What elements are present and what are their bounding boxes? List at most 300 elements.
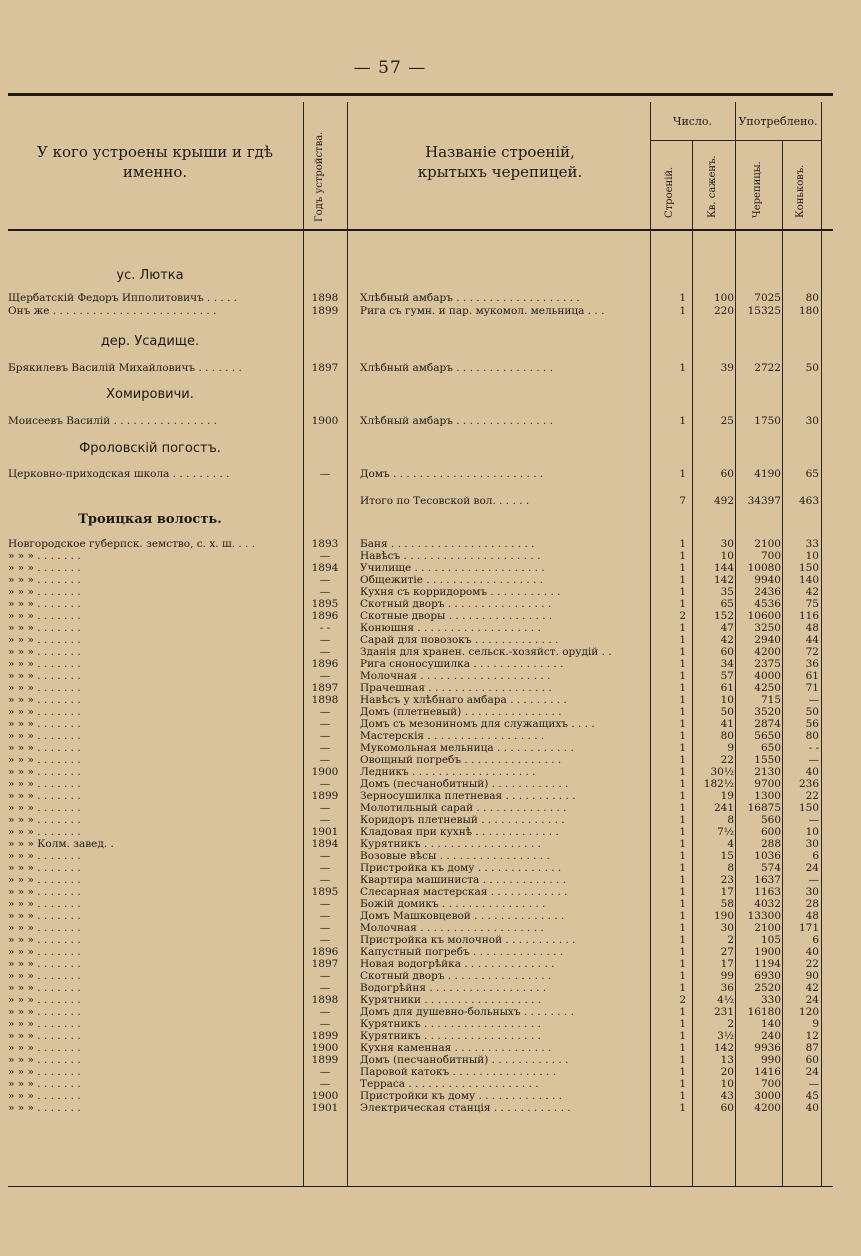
cell-c3: 1163 (754, 886, 781, 898)
cell-yr: 1897 (311, 682, 339, 694)
cell-c2: 20 (720, 1066, 734, 1078)
cell-c1: 1 (679, 874, 686, 886)
cell-yr: 1893 (311, 538, 339, 550)
cell-c3: 1550 (754, 754, 781, 766)
cell-c3: 4032 (754, 898, 781, 910)
cell-who: » » » . . . . . . . (8, 850, 81, 862)
cell-c4: — (808, 694, 819, 706)
cell-yr: — (319, 754, 331, 766)
cell-c2: 10 (720, 1078, 734, 1090)
cell-c2: 142 (713, 574, 734, 586)
cell-nm: Капустный погребъ . . . . . . . . . . . . . . (360, 946, 564, 958)
cell-c4: 45 (805, 1090, 819, 1102)
cell-who: » » » . . . . . . . (8, 1102, 81, 1114)
table-row (0, 538, 861, 550)
cell-yr: — (319, 586, 331, 598)
cell-c3: 9940 (754, 574, 781, 586)
cell-nm: Домъ Машковцевой . . . . . . . . . . . . . . (360, 910, 565, 922)
cell-c3: 600 (760, 826, 781, 838)
cell-who: » » » . . . . . . . (8, 814, 81, 826)
cell-who: » » » . . . . . . . (8, 574, 81, 586)
cell-yr: — (319, 730, 331, 742)
header-bottom-rule (8, 229, 833, 231)
cell-c3: 330 (760, 994, 781, 1006)
table-row (0, 362, 861, 374)
cell-nm: Кухня съ корридоромъ . . . . . . . . . . . (360, 586, 561, 598)
cell-c2: 4½ (717, 994, 734, 1006)
table-row (0, 495, 861, 507)
cell-c4: 60 (805, 1054, 819, 1066)
cell-c1: 1 (679, 838, 686, 850)
cell-c1: 1 (679, 574, 686, 586)
cell-who: » » » . . . . . . . (8, 622, 81, 634)
cell-yr: — (319, 802, 331, 814)
cell-yr: — (319, 1078, 331, 1090)
cell-nm: Скотный дворъ . . . . . . . . . . . . . . . . (360, 970, 552, 982)
cell-who: Моисеевъ Василій . . . . . . . . . . . . . . . . (8, 415, 217, 427)
cell-c1: 1 (679, 754, 686, 766)
cell-c1: 1 (679, 766, 686, 778)
cell-c3: 2100 (754, 922, 781, 934)
cell-c1: 1 (679, 415, 686, 427)
cell-c1: 1 (679, 1018, 686, 1030)
cell-nm: Прачешная . . . . . . . . . . . . . . . . . . . (360, 682, 552, 694)
header-ridges: Коньковъ. (795, 164, 806, 218)
cell-nm: Общежитіе . . . . . . . . . . . . . . . . . . (360, 574, 544, 586)
cell-c3: 574 (760, 862, 781, 874)
cell-c2: 39 (720, 362, 734, 374)
cell-who: » » » . . . . . . . (8, 874, 81, 886)
cell-nm: Пристройка къ дому . . . . . . . . . . . . . (360, 862, 562, 874)
cell-who: Церковно-приходская школа . . . . . . . . . (8, 468, 230, 480)
cell-yr: — (319, 718, 331, 730)
cell-nm: Пристройки къ дому . . . . . . . . . . . . . (360, 1090, 562, 1102)
cell-yr: — (319, 898, 331, 910)
cell-c4: 40 (805, 946, 819, 958)
table-row (0, 1090, 861, 1102)
table-row (0, 730, 861, 742)
cell-who: » » » . . . . . . . (8, 562, 81, 574)
cell-who: » » » . . . . . . . (8, 910, 81, 922)
cell-who: Щербатскій Федоръ Ипполитовичъ . . . . . (8, 292, 238, 304)
cell-c2: 100 (713, 292, 734, 304)
page-number: — 57 — (353, 58, 427, 78)
cell-c4: — (808, 1078, 819, 1090)
cell-c2: 30 (720, 922, 734, 934)
table-row (0, 994, 861, 1006)
cell-who: » » » . . . . . . . (8, 790, 81, 802)
cell-who: Брякилевъ Василій Михайловичъ . . . . . . . (8, 362, 242, 374)
cell-who: » » » . . . . . . . (8, 982, 81, 994)
cell-nm: Терраса . . . . . . . . . . . . . . . . . . . . (360, 1078, 539, 1090)
cell-c4: 40 (805, 766, 819, 778)
cell-c4: 24 (805, 862, 819, 874)
cell-c3: 240 (760, 1030, 781, 1042)
cell-c1: 1 (679, 694, 686, 706)
table-row (0, 886, 861, 898)
table-row (0, 862, 861, 874)
cell-c1: 1 (679, 586, 686, 598)
cell-c2: 36 (720, 982, 734, 994)
cell-c4: 44 (805, 634, 819, 646)
cell-nm: Хлѣбный амбаръ . . . . . . . . . . . . . . . (360, 415, 554, 427)
cell-c2: 80 (720, 730, 734, 742)
cell-c3: 4250 (754, 682, 781, 694)
table-row (0, 586, 861, 598)
cell-c3: 1194 (754, 958, 781, 970)
cell-c3: 2375 (754, 658, 781, 670)
cell-c1: 1 (679, 790, 686, 802)
cell-who: » » » . . . . . . . (8, 1066, 81, 1078)
cell-c4: 140 (798, 574, 819, 586)
cell-c3: 4536 (754, 598, 781, 610)
cell-c2: 25 (720, 415, 734, 427)
cell-nm: Овощный погребъ . . . . . . . . . . . . . . . (360, 754, 562, 766)
cell-nm: Молотильный сарай . . . . . . . . . . . . . . (360, 802, 567, 814)
cell-c1: 1 (679, 1030, 686, 1042)
cell-yr: — (319, 550, 331, 562)
cell-c1: 1 (679, 646, 686, 658)
cell-nm: Курятникъ . . . . . . . . . . . . . . . . . . (360, 838, 541, 850)
table-row (0, 874, 861, 886)
cell-c1: 1 (679, 292, 686, 304)
cell-c4: 80 (805, 292, 819, 304)
cell-c3: 2874 (754, 718, 781, 730)
table-row (0, 694, 861, 706)
cell-c3: 105 (760, 934, 781, 946)
cell-yr: 1900 (311, 1042, 339, 1054)
cell-who: » » » . . . . . . . (8, 946, 81, 958)
cell-nm: Зданія для хранен. сельск.-хозяйст. орудій . . (360, 646, 612, 658)
cell-nm: Возовые вѣсы . . . . . . . . . . . . . . . . . (360, 850, 550, 862)
cell-yr: 1895 (311, 598, 339, 610)
cell-c2: 182½ (703, 778, 734, 790)
cell-who: » » » . . . . . . . (8, 862, 81, 874)
cell-c3: 6930 (754, 970, 781, 982)
cell-c1: 1 (679, 934, 686, 946)
table-row (0, 742, 861, 754)
table-row (0, 802, 861, 814)
table-row (0, 838, 861, 850)
cell-yr: 1899 (311, 305, 339, 317)
table-row (0, 415, 861, 427)
cell-c4: 36 (805, 658, 819, 670)
cell-c4: 180 (798, 305, 819, 317)
cell-yr: 1898 (311, 292, 339, 304)
cell-yr: 1898 (311, 694, 339, 706)
cell-c4: - - (808, 742, 819, 754)
cell-yr: 1894 (311, 838, 339, 850)
cell-yr: — (319, 922, 331, 934)
cell-who: » » » . . . . . . . (8, 886, 81, 898)
cell-c3: 2100 (754, 538, 781, 550)
cell-c4: 50 (805, 362, 819, 374)
cell-c3: 3000 (754, 1090, 781, 1102)
section-title: Хомировичи. (106, 387, 194, 402)
table-row (0, 850, 861, 862)
cell-c3: 700 (760, 1078, 781, 1090)
cell-c4: 116 (798, 610, 819, 622)
cell-c4: 90 (805, 970, 819, 982)
cell-c2: 2 (727, 934, 734, 946)
cell-c3: 1750 (754, 415, 781, 427)
cell-who: » » » . . . . . . . (8, 598, 81, 610)
cell-c2: 60 (720, 1102, 734, 1114)
cell-c4: — (808, 754, 819, 766)
cell-c2: 7½ (717, 826, 734, 838)
cell-c4: 9 (812, 1018, 819, 1030)
cell-c3: 7025 (754, 292, 781, 304)
cell-nm: Кухня каменная . . . . . . . . . . . . . . . (360, 1042, 552, 1054)
cell-c1: 1 (679, 982, 686, 994)
cell-yr: 1896 (311, 658, 339, 670)
cell-c3: 2130 (754, 766, 781, 778)
cell-nm: Скотный дворъ . . . . . . . . . . . . . . . . (360, 598, 552, 610)
cell-nm: Навѣсъ у хлѣбнаго амбара . . . . . . . . . (360, 694, 567, 706)
cell-yr: 1899 (311, 1054, 339, 1066)
cell-nm: Рига съ гумн. и пар. мукомол. мельница . . . (360, 305, 605, 317)
table-row (0, 934, 861, 946)
cell-c3: 4190 (754, 468, 781, 480)
cell-nm: Кладовая при кухнѣ . . . . . . . . . . . . . (360, 826, 559, 838)
table-row (0, 646, 861, 658)
cell-who: » » » . . . . . . . (8, 586, 81, 598)
cell-c1: 1 (679, 910, 686, 922)
cell-c3: 2436 (754, 586, 781, 598)
cell-c2: 15 (720, 850, 734, 862)
cell-c2: 34 (720, 658, 734, 670)
table-row (0, 778, 861, 790)
cell-nm: Навѣсъ . . . . . . . . . . . . . . . . . . . . . (360, 550, 541, 562)
cell-c2: 9 (727, 742, 734, 754)
cell-c3: 700 (760, 550, 781, 562)
cell-c1: 1 (679, 970, 686, 982)
cell-nm: Водогрѣйня . . . . . . . . . . . . . . . . . . (360, 982, 547, 994)
cell-c2: 8 (727, 862, 734, 874)
cell-c4: 150 (798, 802, 819, 814)
cell-nm: Домъ для душевно-больныхъ . . . . . . . . (360, 1006, 574, 1018)
cell-c3: 1900 (754, 946, 781, 958)
cell-c4: 24 (805, 994, 819, 1006)
cell-c3: 9700 (754, 778, 781, 790)
cell-c1: 1 (679, 634, 686, 646)
cell-c4: 6 (812, 934, 819, 946)
cell-nm: Домъ (песчанобитный) . . . . . . . . . . . . (360, 1054, 569, 1066)
cell-c4: 22 (805, 958, 819, 970)
cell-c3: 5650 (754, 730, 781, 742)
cell-who: » » » . . . . . . . (8, 1054, 81, 1066)
table-row (0, 634, 861, 646)
cell-c4: 75 (805, 598, 819, 610)
table-row (0, 1006, 861, 1018)
cell-c1: 1 (679, 1078, 686, 1090)
cell-c2: 23 (720, 874, 734, 886)
cell-c3: 1637 (754, 874, 781, 886)
cell-c3: 10080 (747, 562, 781, 574)
cell-nm: Конюшня . . . . . . . . . . . . . . . . . . . (360, 622, 541, 634)
cell-c1: 1 (679, 886, 686, 898)
cell-c1: 1 (679, 305, 686, 317)
header-who: У кого устроены крыши и гдѣ именно. (37, 143, 273, 181)
header-used-group: Употреблено. (738, 115, 818, 128)
cell-c1: 1 (679, 958, 686, 970)
cell-who: » » » . . . . . . . (8, 802, 81, 814)
cell-nm: Курятникъ . . . . . . . . . . . . . . . . . . (360, 1018, 541, 1030)
cell-yr: — (319, 970, 331, 982)
cell-c1: 1 (679, 730, 686, 742)
cell-c2: 60 (720, 646, 734, 658)
cell-c2: 30½ (710, 766, 734, 778)
cell-c1: 1 (679, 946, 686, 958)
table-row (0, 982, 861, 994)
cell-who: » » » . . . . . . . (8, 1090, 81, 1102)
cell-c3: 560 (760, 814, 781, 826)
cell-c2: 57 (720, 670, 734, 682)
cell-c2: 152 (713, 610, 734, 622)
cell-yr: — (319, 814, 331, 826)
cell-c3: 16875 (747, 802, 781, 814)
cell-nm: Зерносушилка плетневая . . . . . . . . . . . (360, 790, 576, 802)
table-row (0, 610, 861, 622)
cell-c4: 10 (805, 826, 819, 838)
cell-c4: 171 (798, 922, 819, 934)
cell-c4: — (808, 874, 819, 886)
cell-c4: 150 (798, 562, 819, 574)
cell-c2: 10 (720, 694, 734, 706)
cell-c1: 1 (679, 778, 686, 790)
cell-c4: 22 (805, 790, 819, 802)
cell-yr: — (319, 1066, 331, 1078)
cell-c4: 42 (805, 586, 819, 598)
cell-c3: 650 (760, 742, 781, 754)
cell-c3: 13300 (747, 910, 781, 922)
cell-who: » » » . . . . . . . (8, 694, 81, 706)
cell-c4: 6 (812, 850, 819, 862)
cell-c1: 1 (679, 1066, 686, 1078)
cell-yr: 1899 (311, 1030, 339, 1042)
table-row (0, 790, 861, 802)
cell-who: » » » . . . . . . . (8, 670, 81, 682)
table-row (0, 550, 861, 562)
cell-c1: 1 (679, 706, 686, 718)
table-row (0, 292, 861, 304)
cell-nm: Скотные дворы . . . . . . . . . . . . . . . . (360, 610, 553, 622)
cell-nm: Слесарная мастерская . . . . . . . . . . . . (360, 886, 568, 898)
cell-c2: 19 (720, 790, 734, 802)
cell-c2: 2 (727, 1018, 734, 1030)
cell-c3: 1300 (754, 790, 781, 802)
cell-yr: - - (319, 622, 331, 634)
section-title: Фроловскій погостъ. (79, 441, 221, 456)
cell-c1: 1 (679, 718, 686, 730)
cell-c2: 144 (713, 562, 734, 574)
cell-c4: 50 (805, 706, 819, 718)
table-row (0, 598, 861, 610)
header-tiles: Черепицы. (752, 161, 763, 218)
header-count-group: Число. (672, 115, 713, 128)
cell-who: » » » . . . . . . . (8, 922, 81, 934)
cell-who: » » » . . . . . . . (8, 754, 81, 766)
cell-who: » » » . . . . . . . (8, 550, 81, 562)
table-row (0, 970, 861, 982)
cell-c4: 12 (805, 1030, 819, 1042)
table-row (0, 826, 861, 838)
cell-c2: 27 (720, 946, 734, 958)
cell-who: » » » . . . . . . . (8, 1078, 81, 1090)
cell-c1: 1 (679, 1054, 686, 1066)
cell-c2: 241 (713, 802, 734, 814)
cell-c2: 492 (713, 495, 734, 507)
cell-c2: 58 (720, 898, 734, 910)
cell-yr: — (319, 646, 331, 658)
table-row (0, 682, 861, 694)
cell-nm: Ледникъ . . . . . . . . . . . . . . . . . . . (360, 766, 536, 778)
cell-c4: 120 (798, 1006, 819, 1018)
cell-who: » » » . . . . . . . (8, 958, 81, 970)
cell-who: » » » . . . . . . . (8, 766, 81, 778)
table-row (0, 1018, 861, 1030)
cell-c4: 48 (805, 910, 819, 922)
cell-yr: 1895 (311, 886, 339, 898)
cell-c2: 3½ (717, 1030, 734, 1042)
table-row (0, 1102, 861, 1114)
cell-c2: 47 (720, 622, 734, 634)
cell-c4: 40 (805, 1102, 819, 1114)
cell-nm: Квартира машиниста . . . . . . . . . . . . . (360, 874, 567, 886)
top-rule (8, 93, 833, 96)
cell-c1: 1 (679, 538, 686, 550)
cell-who: » » » . . . . . . . (8, 634, 81, 646)
cell-who: » » » . . . . . . . (8, 1042, 81, 1054)
cell-c3: 3250 (754, 622, 781, 634)
cell-yr: — (319, 468, 331, 480)
cell-nm: Домъ . . . . . . . . . . . . . . . . . . . . . . . (360, 468, 544, 480)
cell-nm: Курятники . . . . . . . . . . . . . . . . . . (360, 994, 542, 1006)
cell-nm: Новая водогрѣйка . . . . . . . . . . . . . . (360, 958, 555, 970)
cell-c1: 1 (679, 862, 686, 874)
table-row (0, 1054, 861, 1066)
table-row (0, 670, 861, 682)
cell-c3: 288 (760, 838, 781, 850)
table-row (0, 1066, 861, 1078)
cell-c4: 30 (805, 838, 819, 850)
section-title: ус. Лютка (116, 268, 184, 283)
cell-who: » » » . . . . . . . (8, 826, 81, 838)
cell-c1: 1 (679, 742, 686, 754)
cell-c4: 80 (805, 730, 819, 742)
cell-nm: Пристройка къ молочной . . . . . . . . . . . (360, 934, 576, 946)
cell-c4: — (808, 814, 819, 826)
cell-who: » » » . . . . . . . (8, 1018, 81, 1030)
cell-c2: 42 (720, 634, 734, 646)
cell-c3: 140 (760, 1018, 781, 1030)
cell-yr: 1897 (311, 362, 339, 374)
cell-who: » » » . . . . . . . (8, 646, 81, 658)
cell-who: » » » . . . . . . . (8, 934, 81, 946)
cell-c2: 8 (727, 814, 734, 826)
cell-c2: 17 (720, 958, 734, 970)
cell-c2: 50 (720, 706, 734, 718)
cell-nm: Коридоръ плетневый . . . . . . . . . . . . . (360, 814, 565, 826)
cell-c4: 87 (805, 1042, 819, 1054)
section-title: дер. Усадище. (100, 334, 200, 349)
cell-who: » » » . . . . . . . (8, 742, 81, 754)
cell-who: » » » . . . . . . . (8, 610, 81, 622)
group-rule (650, 140, 821, 141)
cell-c4: 61 (805, 670, 819, 682)
cell-yr: — (319, 574, 331, 586)
cell-c1: 1 (679, 922, 686, 934)
